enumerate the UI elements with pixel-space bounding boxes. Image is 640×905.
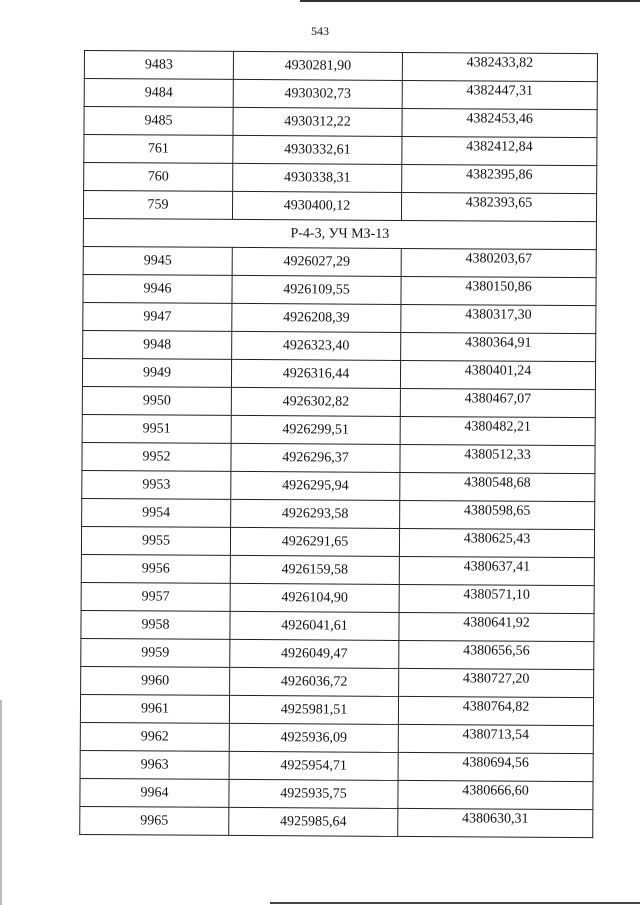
y-coordinate-cell: 4380713,54 bbox=[398, 724, 593, 753]
y-coordinate-cell: 4382393,65 bbox=[401, 192, 596, 221]
table-row bbox=[80, 750, 593, 781]
coordinates-table bbox=[79, 50, 598, 838]
point-number-cell: 759 bbox=[83, 191, 232, 220]
x-coordinate-cell: 4926299,51 bbox=[231, 415, 400, 444]
table-row bbox=[80, 722, 593, 753]
y-coordinate-cell: 4380364,91 bbox=[401, 332, 596, 361]
x-coordinate-cell: 4930281,90 bbox=[233, 51, 402, 80]
scan-edge-left bbox=[0, 700, 2, 905]
table-row bbox=[81, 610, 594, 641]
scan-edge-bottom bbox=[270, 902, 640, 904]
point-number-cell: 9951 bbox=[82, 414, 231, 443]
y-coordinate-cell: 4380637,41 bbox=[399, 556, 594, 585]
point-number-cell: 9946 bbox=[83, 274, 232, 303]
table-row bbox=[84, 163, 597, 194]
y-coordinate-cell: 4380482,21 bbox=[400, 416, 595, 445]
x-coordinate-cell: 4925985,64 bbox=[229, 807, 398, 836]
y-coordinate-cell: 4380401,24 bbox=[400, 360, 595, 389]
table-row bbox=[81, 582, 594, 613]
point-number-cell: 9485 bbox=[84, 107, 233, 136]
y-coordinate-cell: 4382395,86 bbox=[402, 164, 597, 193]
y-coordinate-cell: 4380548,68 bbox=[400, 472, 595, 501]
table-row bbox=[80, 806, 593, 837]
point-number-cell: 9963 bbox=[80, 750, 229, 779]
table-row bbox=[84, 79, 597, 110]
table-row bbox=[81, 526, 594, 557]
coordinates-table-body bbox=[80, 51, 598, 838]
y-coordinate-cell: 4382412,84 bbox=[402, 136, 597, 165]
table-row bbox=[82, 442, 595, 473]
point-number-cell: 9962 bbox=[80, 722, 229, 751]
point-number-cell: 9960 bbox=[81, 666, 230, 695]
point-number-cell: 9956 bbox=[81, 554, 230, 583]
table-row bbox=[82, 386, 595, 417]
x-coordinate-cell: 4930312,22 bbox=[233, 107, 402, 136]
x-coordinate-cell: 4926302,82 bbox=[231, 387, 400, 416]
x-coordinate-cell: 4925936,09 bbox=[229, 723, 398, 752]
point-number-cell: 9953 bbox=[82, 470, 231, 499]
x-coordinate-cell: 4930400,12 bbox=[232, 191, 401, 220]
page-number: 543 bbox=[311, 24, 329, 38]
table-row bbox=[82, 358, 595, 389]
x-coordinate-cell: 4925935,75 bbox=[229, 779, 398, 808]
table-row bbox=[83, 274, 596, 305]
y-coordinate-cell: 4382453,46 bbox=[402, 108, 597, 137]
point-number-cell: 9959 bbox=[81, 638, 230, 667]
table-row bbox=[81, 554, 594, 585]
y-coordinate-cell: 4380598,65 bbox=[400, 500, 595, 529]
table-row bbox=[80, 778, 593, 809]
y-coordinate-cell: 4380641,92 bbox=[399, 612, 594, 641]
table-row bbox=[84, 51, 597, 82]
y-coordinate-cell: 4380694,56 bbox=[398, 752, 593, 781]
table-row bbox=[83, 302, 596, 333]
x-coordinate-cell: 4926208,39 bbox=[232, 303, 401, 332]
point-number-cell: 9957 bbox=[81, 582, 230, 611]
x-coordinate-cell: 4926049,47 bbox=[230, 639, 399, 668]
table-row bbox=[81, 638, 594, 669]
x-coordinate-cell: 4925954,71 bbox=[229, 751, 398, 780]
point-number-cell: 9965 bbox=[80, 806, 229, 835]
table-row bbox=[83, 191, 596, 222]
y-coordinate-cell: 4382433,82 bbox=[402, 52, 597, 81]
y-coordinate-cell: 4380317,30 bbox=[401, 304, 596, 333]
x-coordinate-cell: 4926027,29 bbox=[232, 247, 401, 276]
x-coordinate-cell: 4926109,55 bbox=[232, 275, 401, 304]
point-number-cell: 9945 bbox=[83, 246, 232, 275]
y-coordinate-cell: 4380571,10 bbox=[399, 584, 594, 613]
table-row bbox=[84, 107, 597, 138]
x-coordinate-cell: 4926104,90 bbox=[230, 583, 399, 612]
x-coordinate-cell: 4925981,51 bbox=[229, 695, 398, 724]
point-number-cell: 9961 bbox=[80, 694, 229, 723]
x-coordinate-cell: 4926323,40 bbox=[232, 331, 401, 360]
x-coordinate-cell: 4926293,58 bbox=[231, 499, 400, 528]
x-coordinate-cell: 4926316,44 bbox=[231, 359, 400, 388]
y-coordinate-cell: 4380625,43 bbox=[399, 528, 594, 557]
point-number-cell: 9964 bbox=[80, 778, 229, 807]
section-header-row bbox=[83, 218, 596, 249]
x-coordinate-cell: 4926296,37 bbox=[231, 443, 400, 472]
table-row bbox=[80, 694, 593, 725]
point-number-cell: 9952 bbox=[82, 442, 231, 471]
y-coordinate-cell: 4382447,31 bbox=[402, 80, 597, 109]
x-coordinate-cell: 4930302,73 bbox=[233, 79, 402, 108]
y-coordinate-cell: 4380512,33 bbox=[400, 444, 595, 473]
y-coordinate-cell: 4380764,82 bbox=[398, 696, 593, 725]
point-number-cell: 9949 bbox=[82, 358, 231, 387]
table-row bbox=[82, 470, 595, 501]
point-number-cell: 9958 bbox=[81, 610, 230, 639]
point-number-cell: 9950 bbox=[82, 386, 231, 415]
point-number-cell: 9948 bbox=[83, 330, 232, 359]
x-coordinate-cell: 4930332,61 bbox=[233, 135, 402, 164]
y-coordinate-cell: 4380630,31 bbox=[398, 808, 593, 837]
point-number-cell: 9954 bbox=[82, 498, 231, 527]
y-coordinate-cell: 4380656,56 bbox=[399, 640, 594, 669]
table-row bbox=[83, 330, 596, 361]
x-coordinate-cell: 4926295,94 bbox=[231, 471, 400, 500]
x-coordinate-cell: 4926159,58 bbox=[230, 555, 399, 584]
x-coordinate-cell: 4930338,31 bbox=[233, 163, 402, 192]
x-coordinate-cell: 4926036,72 bbox=[230, 667, 399, 696]
point-number-cell: 9483 bbox=[84, 51, 233, 80]
table-row bbox=[82, 414, 595, 445]
y-coordinate-cell: 4380467,07 bbox=[400, 388, 595, 417]
scan-edge-top bbox=[300, 0, 640, 2]
x-coordinate-cell: 4926041,61 bbox=[230, 611, 399, 640]
table-row bbox=[84, 135, 597, 166]
point-number-cell: 9947 bbox=[83, 302, 232, 331]
y-coordinate-cell: 4380203,67 bbox=[401, 248, 596, 277]
table-row bbox=[81, 666, 594, 697]
point-number-cell: 9955 bbox=[81, 526, 230, 555]
point-number-cell: 761 bbox=[84, 135, 233, 164]
table-row bbox=[83, 246, 596, 277]
point-number-cell: 760 bbox=[84, 163, 233, 192]
section-title: Р-4-3, УЧ МЗ-13 bbox=[83, 218, 596, 249]
x-coordinate-cell: 4926291,65 bbox=[230, 527, 399, 556]
y-coordinate-cell: 4380150,86 bbox=[401, 276, 596, 305]
table-row bbox=[82, 498, 595, 529]
y-coordinate-cell: 4380666,60 bbox=[398, 780, 593, 809]
point-number-cell: 9484 bbox=[84, 79, 233, 108]
y-coordinate-cell: 4380727,20 bbox=[399, 668, 594, 697]
